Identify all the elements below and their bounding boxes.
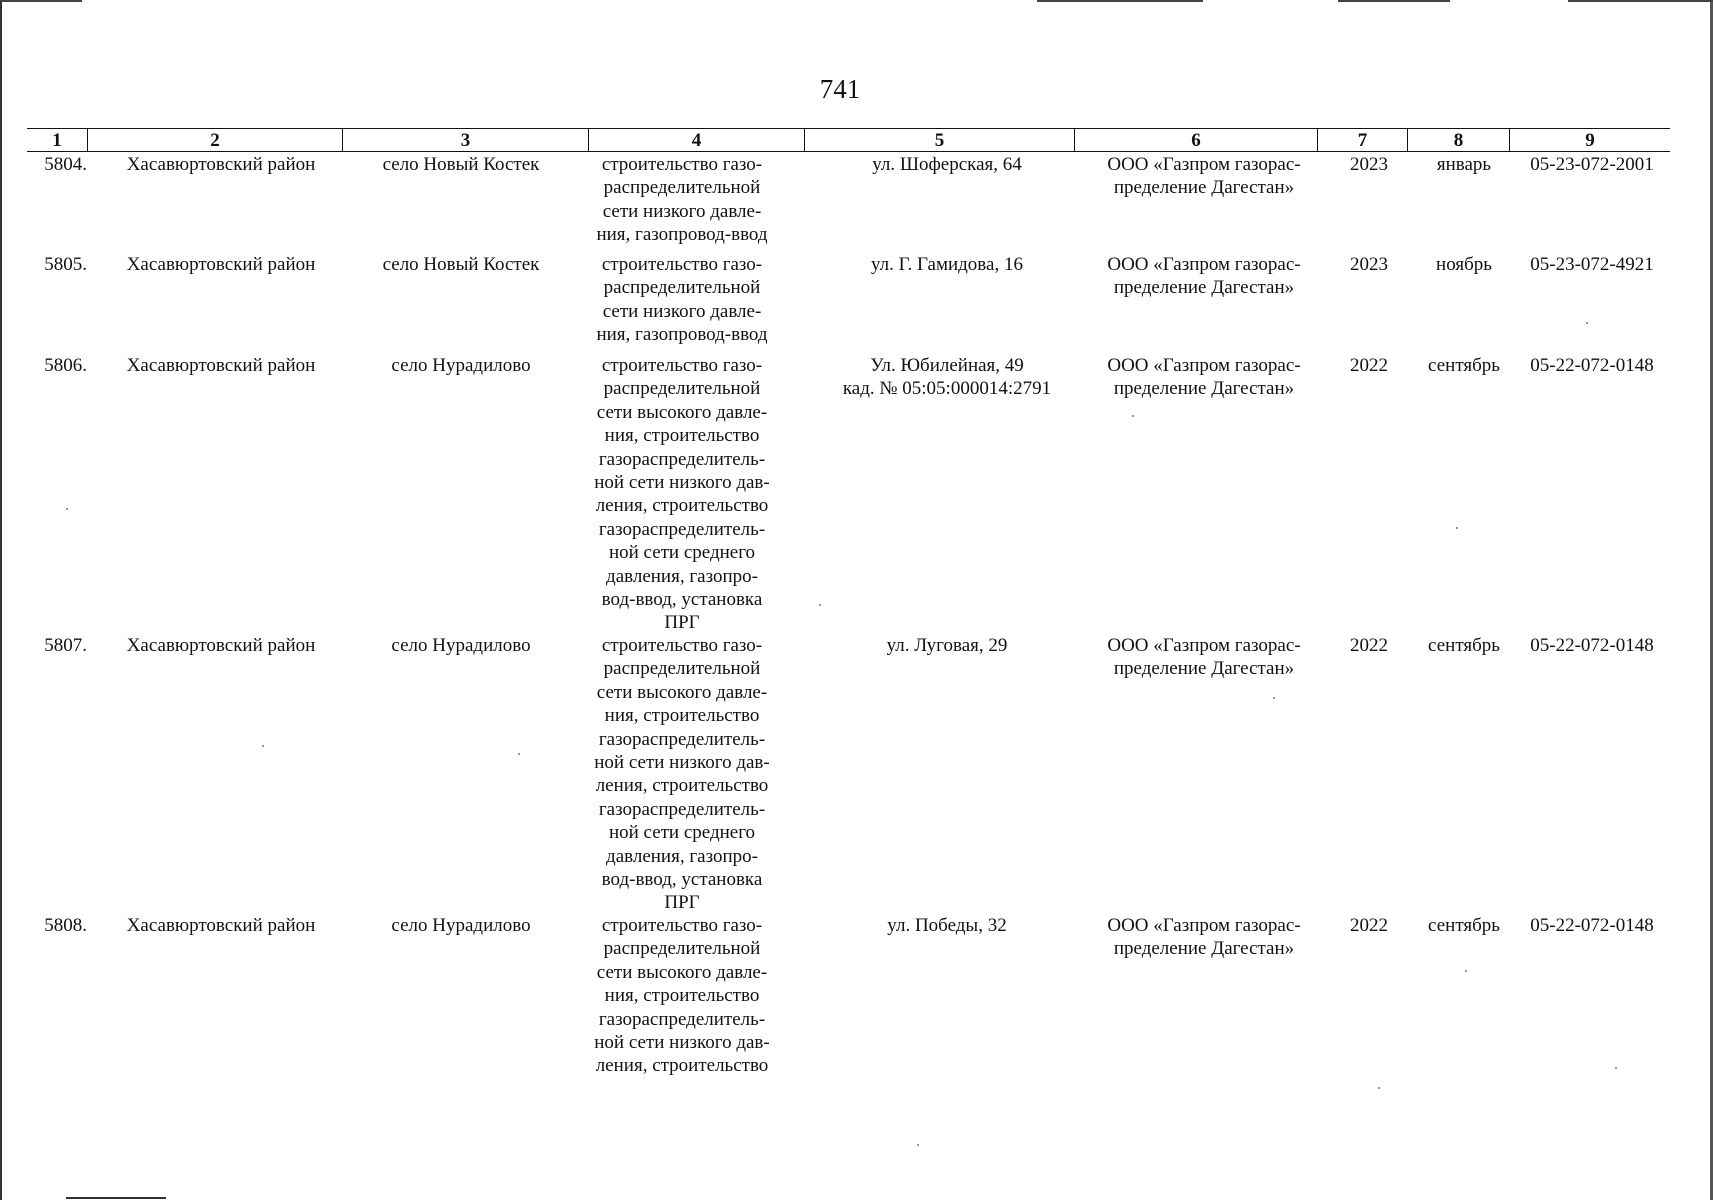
scan-speck [1615,1067,1617,1069]
district-cell: Хасавюртовский район [126,915,316,936]
settlement-cell: село Новый Костек [382,154,540,175]
scan-speck [66,508,68,510]
year-cell: 2022 [1350,355,1388,376]
work-description-cell: строительство газо- распределительной сети высокого давле- ния, строительство газораспределитель- ной сети низкого дав- ления, строительство [594,915,770,1077]
work-description-cell: строительство газо- распределительной сети низкого давле- ния, газопровод-ввод [596,154,768,246]
address-cell: ул. Луговая, 29 [886,635,1008,656]
work-description-cell: строительство газо- распределительной сети низкого давле- ния, газопровод-ввод [596,254,768,346]
row-number: 5808. [44,915,87,936]
organization-cell: ООО «Газпром газорас- пределение Дагестан» [1107,154,1301,199]
row-number: 5804. [44,154,87,175]
settlement-cell: село Нурадилово [391,635,531,656]
month-cell: сентябрь [1428,355,1500,376]
scan-top-mark [1037,0,1203,2]
district-cell: Хасавюртовский район [126,355,316,376]
column-header-4: 4 [588,129,804,151]
scan-speck [1378,1087,1380,1089]
column-header-9: 9 [1509,129,1670,151]
settlement-cell: село Нурадилово [391,355,531,376]
address-cell: ул. Шоферская, 64 [872,154,1022,175]
column-header-8: 8 [1407,129,1509,151]
scan-speck [917,1144,919,1146]
column-header-2: 2 [87,129,342,151]
address-cell: ул. Г. Гамидова, 16 [871,254,1023,275]
organization-cell: ООО «Газпром газорас- пределение Дагестан» [1107,355,1301,400]
work-description-cell: строительство газо- распределительной сети высокого давле- ния, строительство газораспределитель- ной сети низкого дав- ления, строительство газораспределитель- ной сети среднего давления, газопро- вод-ввод, установка ПРГ [594,635,770,914]
code-cell: 05-22-072-0148 [1530,355,1654,376]
code-cell: 05-23-072-2001 [1530,154,1654,175]
row-number: 5806. [44,355,87,376]
year-cell: 2022 [1350,915,1388,936]
code-cell: 05-22-072-0148 [1530,915,1654,936]
month-cell: сентябрь [1428,635,1500,656]
column-header-3: 3 [342,129,588,151]
scan-speck [1132,415,1134,417]
scan-speck [1273,697,1275,699]
column-header-7: 7 [1317,129,1407,151]
row-number: 5805. [44,254,87,275]
page-number: 741 [819,74,861,104]
year-cell: 2022 [1350,635,1388,656]
organization-cell: ООО «Газпром газорас- пределение Дагестан» [1107,635,1301,680]
address-cell: Ул. Юбилейная, 49 кад. № 05:05:000014:2791 [842,355,1052,400]
month-cell: январь [1436,154,1492,175]
district-cell: Хасавюртовский район [126,254,316,275]
month-cell: сентябрь [1428,915,1500,936]
column-header-1: 1 [52,130,62,151]
year-cell: 2023 [1350,254,1388,275]
code-cell: 05-22-072-0148 [1530,635,1654,656]
scan-speck [262,745,264,747]
code-cell: 05-23-072-4921 [1530,254,1654,275]
scan-top-mark [1338,0,1450,2]
address-cell: ул. Победы, 32 [887,915,1007,936]
settlement-cell: село Новый Костек [382,254,540,275]
row-number: 5807. [44,635,87,656]
scan-speck [1465,970,1467,972]
organization-cell: ООО «Газпром газорас- пределение Дагестан» [1107,254,1301,299]
year-cell: 2023 [1350,154,1388,175]
scan-edge-left [0,0,2,1200]
scan-top-mark [0,0,82,2]
district-cell: Хасавюртовский район [126,154,316,175]
column-header-6: 6 [1074,129,1317,151]
work-description-cell: строительство газо- распределительной сети высокого давле- ния, строительство газораспределитель- ной сети низкого дав- ления, строительство газораспределитель- ной сети среднего давления, газопро- вод-ввод, установка ПРГ [594,355,770,634]
settlement-cell: село Нурадилово [391,915,531,936]
month-cell: ноябрь [1436,254,1492,275]
scan-speck [518,753,520,755]
column-header-5: 5 [804,129,1074,151]
organization-cell: ООО «Газпром газорас- пределение Дагестан» [1107,915,1301,960]
scan-top-mark [1568,0,1713,2]
scan-speck [1456,527,1458,529]
scan-speck [819,604,821,606]
district-cell: Хасавюртовский район [126,635,316,656]
scan-bottom-mark [66,1197,166,1199]
table-header [27,128,1670,152]
scan-speck [1586,322,1588,324]
